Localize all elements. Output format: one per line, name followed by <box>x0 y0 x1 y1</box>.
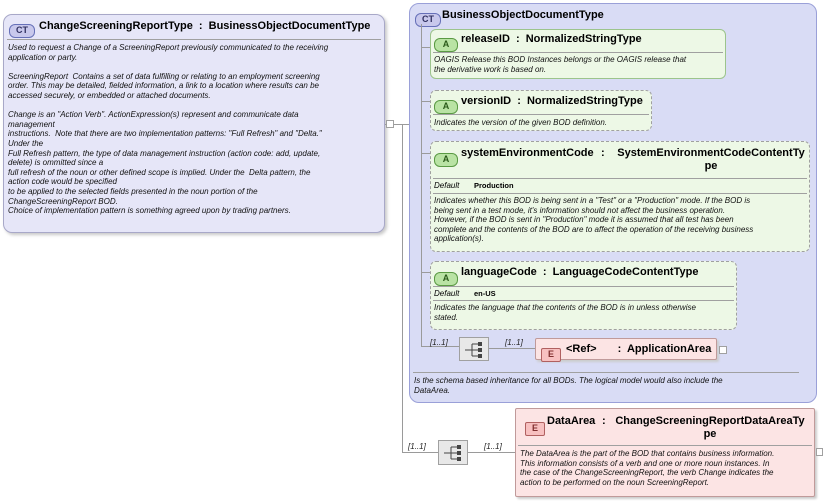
base-type-documentation: Is the schema based inheritance for all BODs. The logical model would also include the DataArea. <box>414 376 723 395</box>
attribute-separator: : <box>542 266 547 278</box>
element-name: DataArea <box>547 415 596 427</box>
sequence-compositor-icon[interactable] <box>459 337 489 361</box>
attribute-system-environment-code[interactable] <box>430 141 810 252</box>
element-name: <Ref> <box>566 343 597 355</box>
element-badge-icon: E <box>541 348 561 362</box>
attribute-type: LanguageCodeContentType <box>552 266 699 278</box>
expand-connector-icon[interactable] <box>386 120 394 128</box>
attribute-documentation: Indicates the language that the contents of the BOD is in unless otherwise stated. <box>434 303 696 322</box>
expand-application-area-icon[interactable] <box>719 346 727 354</box>
default-value: en-US <box>474 289 496 298</box>
root-type-separator: : <box>198 20 203 32</box>
attribute-documentation: Indicates the version of the given BOD definition. <box>434 118 607 127</box>
attribute-type: NormalizedStringType <box>525 33 642 45</box>
root-type-base: BusinessObjectDocumentType <box>208 20 371 32</box>
element-type: ApplicationArea <box>626 343 712 355</box>
element-separator: : <box>602 415 606 427</box>
sequence-occurrence: [1..1] <box>408 442 426 451</box>
sequence-compositor-icon[interactable] <box>438 440 468 465</box>
root-type-documentation: Used to request a Change of a ScreeningReport previously communicated to the receiving application or party. ScreeningReport Contains a set of data fulfilling or relating to an employment screening order. This may be detailed, fielded information, a link to a location where results can be accessed securely, or embedded or attached documents. Change is an "Action Verb". ActionExpression(s) represent and communicate data management instructions. Note that there are two implementation patterns: "Full Refresh" and "Delta." Under the Full Refresh pattern, the type of data management instruction (action code: add, update, delete) is ommitted since a full refresh of the noun or other defined scope is implied. Under the Delta pattern, the action code would be specified to be applied to the selected fields presented in the noun portion of the ChangeScreeningReport BOD. Choice of implementation pattern is something agreed upon by trading partners. <box>8 43 329 216</box>
default-label: Default <box>434 289 460 298</box>
attribute-language-code[interactable] <box>430 261 737 330</box>
element-type: ChangeScreeningReportDataAreaTy pe <box>615 415 805 440</box>
element-data-area[interactable] <box>515 408 815 497</box>
element-header <box>566 343 711 355</box>
attribute-type: SystemEnvironmentCodeContentTy pe <box>617 147 805 172</box>
attribute-documentation: Indicates whether this BOD is being sent in a "Test" or a "Production" mode. If the BOD is being sent in a test mode, it's information should not affect the business operation. However, if the BOD is sent in "Production" mode it is assumed that all test has been complete and the contents of the BOD are to affect the operation of the receiving business application(s). <box>434 196 754 244</box>
attribute-name: versionID <box>461 95 512 107</box>
attribute-badge-icon: A <box>434 272 458 286</box>
attribute-separator: : <box>517 95 521 107</box>
default-label: Default <box>434 181 460 190</box>
attribute-header <box>461 95 643 107</box>
element-documentation: The DataArea is the part of the BOD that contains business information. This information consists of a verb and one or more noun instances. In the case of the ChangeScreeningReport, the verb Change indicates the action to be performed on the noun ScreeningReport. <box>520 449 775 487</box>
attribute-name: languageCode <box>461 266 537 278</box>
element-separator: : <box>617 343 622 355</box>
root-type-header <box>39 20 370 32</box>
application-area-occurrence: [1..1] <box>505 338 523 347</box>
default-value: Production <box>474 181 514 190</box>
element-application-area[interactable] <box>535 338 717 360</box>
attribute-version-id[interactable] <box>430 90 652 131</box>
attribute-badge-icon: A <box>434 38 458 52</box>
complex-type-badge-icon: CT <box>9 24 35 38</box>
complex-type-badge-icon: CT <box>415 13 441 27</box>
attribute-separator: : <box>516 33 520 45</box>
attribute-name: systemEnvironmentCode <box>461 147 594 159</box>
attribute-name: releaseID <box>461 33 510 45</box>
element-badge-icon: E <box>525 422 545 436</box>
data-area-occurrence: [1..1] <box>484 442 502 451</box>
root-complex-type[interactable] <box>3 14 385 233</box>
expand-data-area-icon[interactable] <box>816 448 823 456</box>
attribute-header <box>461 33 642 45</box>
base-type-name: BusinessObjectDocumentType <box>442 9 604 21</box>
attribute-badge-icon: A <box>434 153 458 167</box>
attribute-type: NormalizedStringType <box>526 95 643 107</box>
attribute-header <box>461 266 698 278</box>
attribute-documentation: OAGIS Release this BOD Instances belongs or the OAGIS release that the derivative work is based on. <box>434 55 687 74</box>
sequence-occurrence: [1..1] <box>430 338 448 347</box>
attribute-badge-icon: A <box>434 100 458 114</box>
attribute-release-id[interactable] <box>430 29 726 79</box>
root-type-name: ChangeScreeningReportType <box>39 20 193 32</box>
attribute-separator: : <box>601 147 605 159</box>
